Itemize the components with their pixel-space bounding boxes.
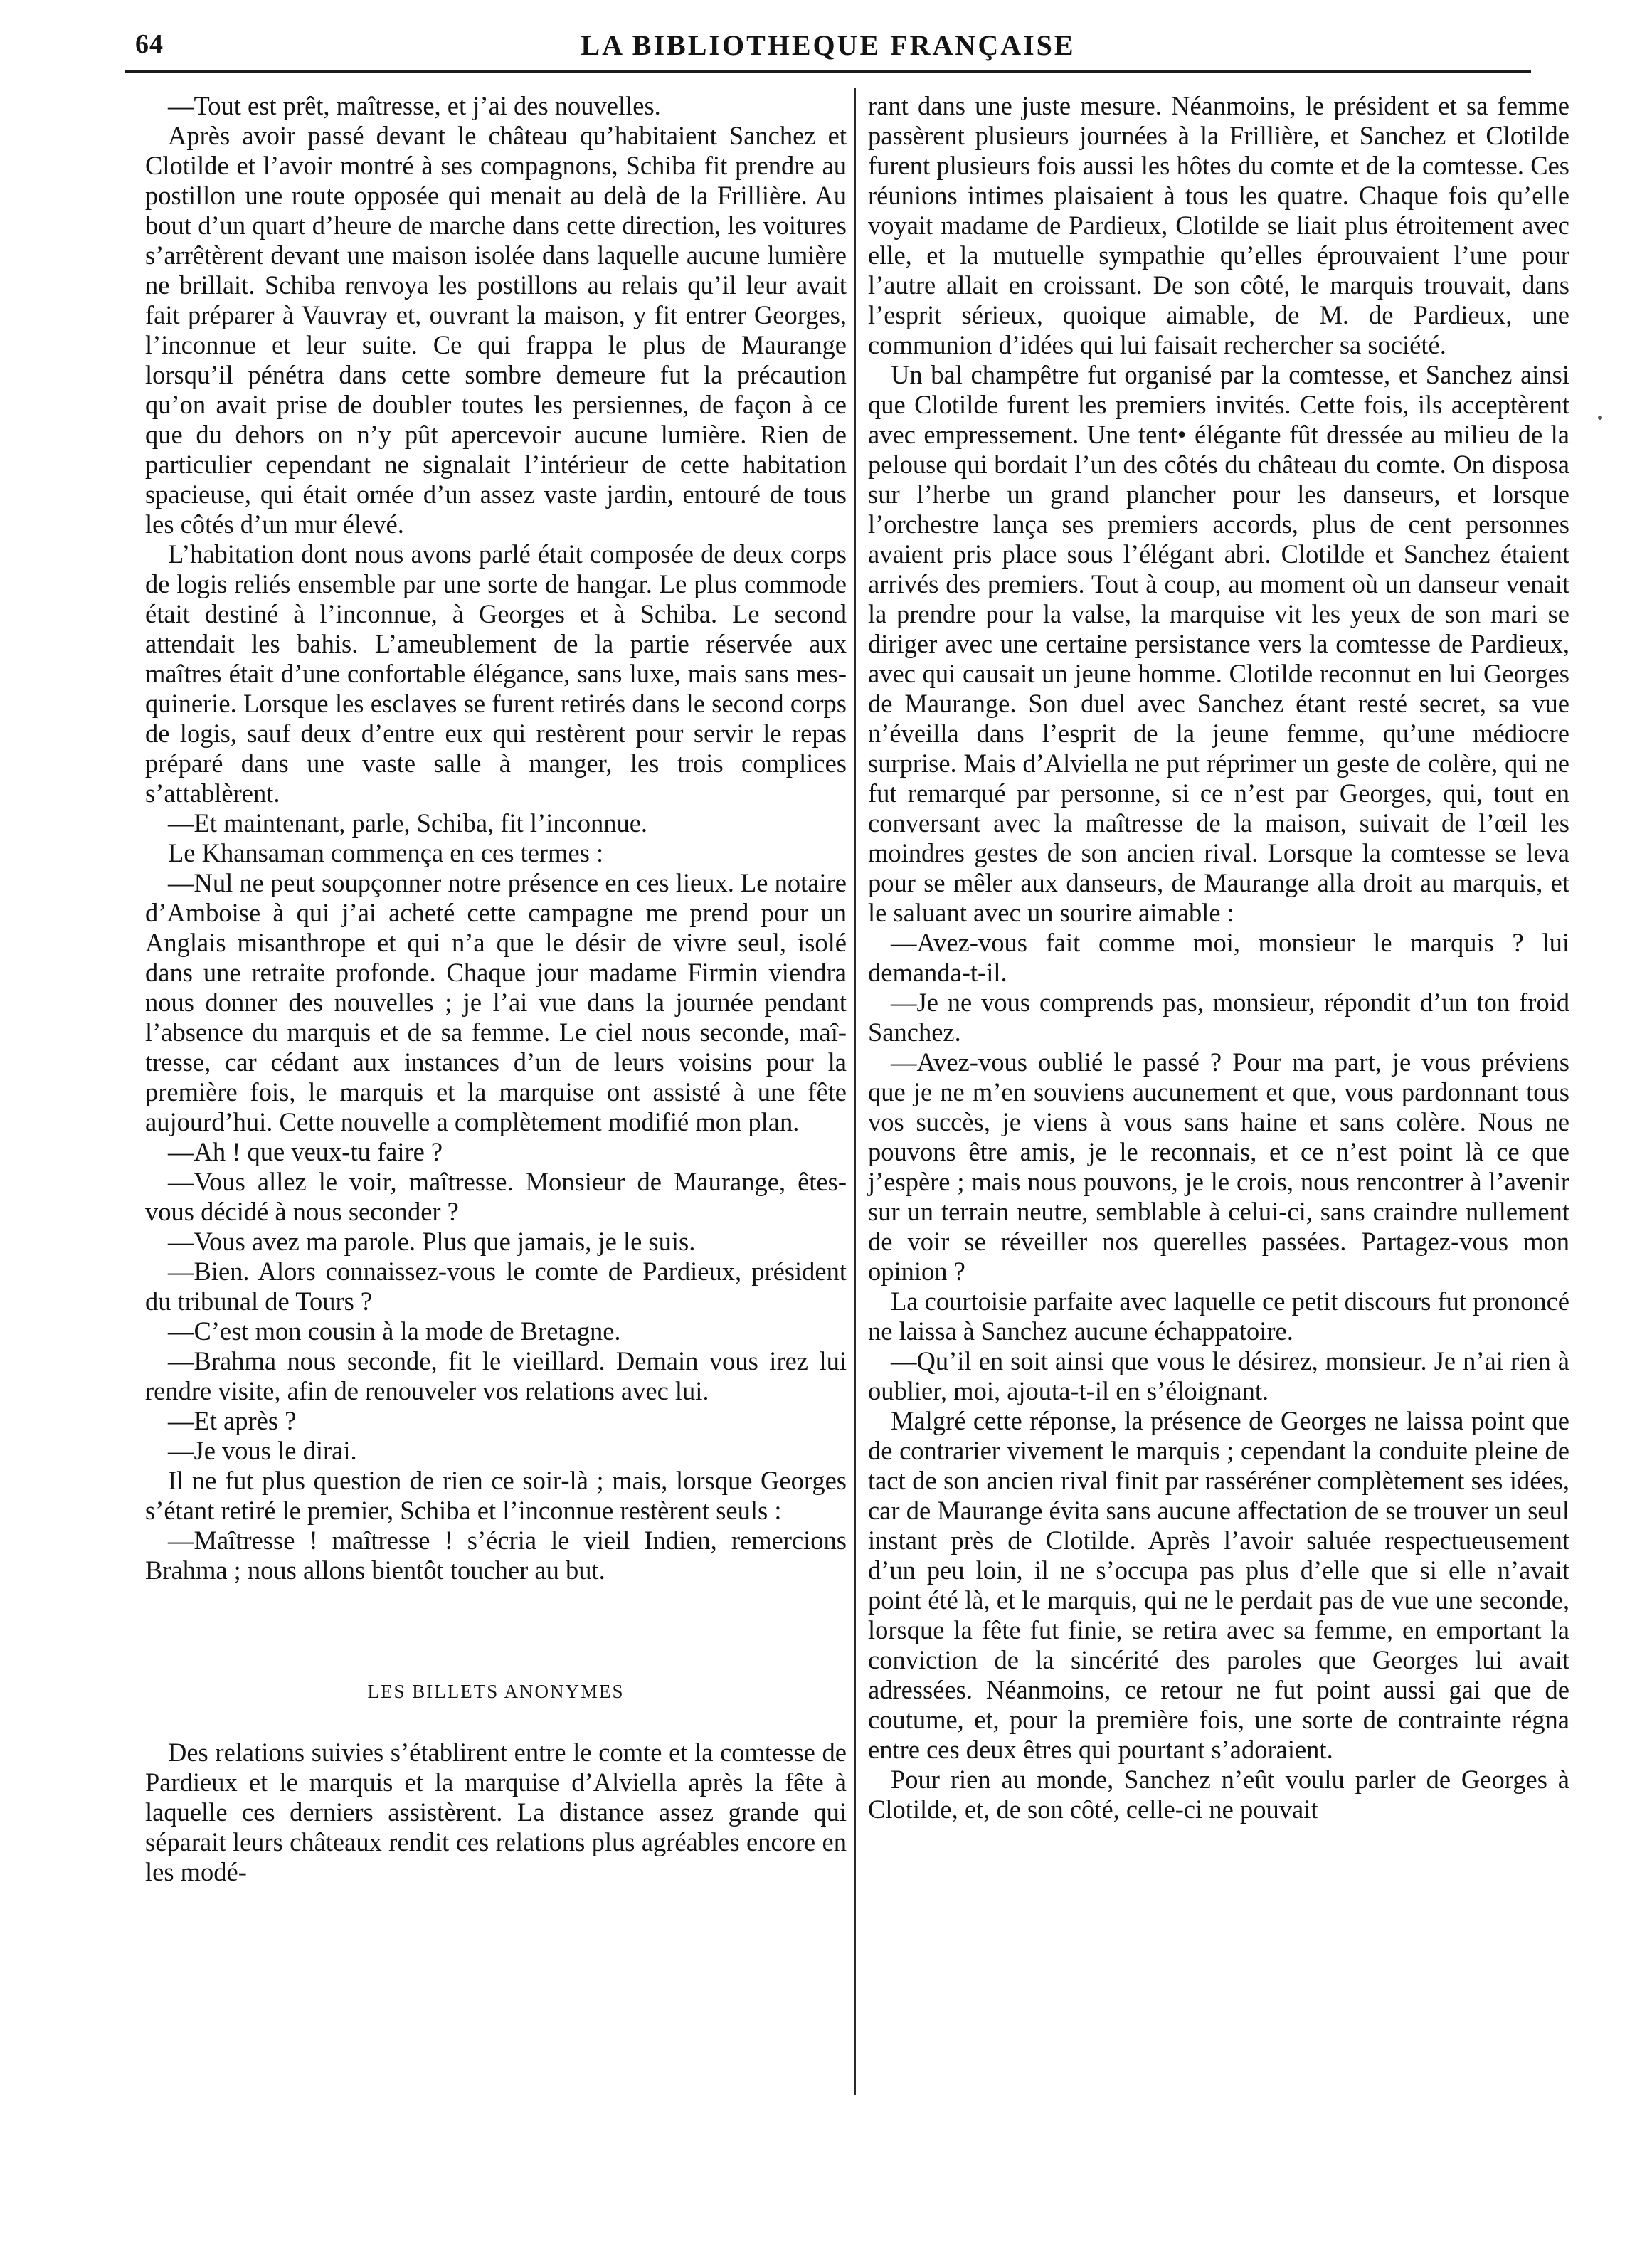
paragraph: —C’est mon cousin à la mode de Bretagne.: [168, 1316, 621, 1346]
paragraph: La courtoisie parfaite avec laquelle ce petit discours fut prononcé ne laissa à Sanchez aucune échappatoire.: [868, 1287, 1569, 1346]
paragraph: —Maîtresse ! maîtresse ! s’écria le vieil Indien, remercions Brahma ; nous allons bientôt toucher au but.: [145, 1526, 847, 1585]
paragraph: Malgré cette réponse, la présence de Georges ne laissa point que de contrarier vivement le marquis ; cependant la conduite pleine de tact de son ancien rival finit par rasséréner complètement ses idées, car de Maurange évita sans aucune affectation de se trouver un seul instant près de Clotilde. Après l’avoir saluée respectueusement d’un peu loin, il ne s’occupa pas plus d’elle que si elle n’avait point été là, et le marquis, qui ne le perdait pas de vue une seconde, lorsque la fête fut finie, se retira avec sa femme, en emportant la conviction de la sincérité des paroles que Georges lui avait adressées. Néanmoins, ce retour ne fut point aussi gai que de coutume, et, pour la première fois, une sorte de contrainte régna entre ces deux êtres qui pourtant s’adoraient.: [868, 1406, 1569, 1764]
paragraph: —Nul ne peut soupçonner notre présence en ces lieux. Le notaire d’Amboise à qui j’ai acheté cette campagne me prend pour un Anglais misanthrope et qui n’a que le désir de vivre seul, isolé dans une retraite profonde. Chaque jour madame Firmin viendra nous donner des nouvelles ; je l’ai vue dans la journée pendant l’absence du marquis et de sa femme. Le ciel nous seconde, maîtresse, car cédant aux instances d’un de leurs voisins pour la première fois, le marquis et la marquise ont assisté à une fête aujourd’hui. Cette nouvelle a complètement modifié mon plan.: [145, 868, 847, 1136]
paragraph: —Ah ! que veux-tu faire ?: [168, 1137, 443, 1166]
page-header: [125, 28, 1531, 74]
paragraph: —Je vous le dirai.: [168, 1436, 357, 1465]
paragraph: Un bal champêtre fut organisé par la comtesse, et Sanchez ainsi que Clotilde furent les premiers invités. Cette fois, ils acceptèrent avec empressement. Une tent• élégante fût dressée au milieu de la pelouse qui bordait l’un des côtés du château du comte. On disposa sur l’herbe un grand plancher pour les danseurs, et lorsque l’orchestre lança ses premiers accords, plus de cent personnes avaient pris place sous l’élégant abri. Clotilde et Sanchez étaient arrivés des premiers. Tout à coup, au moment où un danseur venait la prendre pour la valse, la marquise vit les yeux de son mari se diriger avec une certaine persistance vers la comtesse de Pardieux, avec qui causait un jeune homme. Clotilde reconnut en lui Georges de Maurange. Son duel avec Sanchez étant resté secret, sa vue n’éveilla dans l’esprit de la jeune femme, qu’une médiocre surprise. Mais d’Alviella ne put réprimer un geste de colère, qui ne fut remarqué par personne, si ce n’est par Georges, qui, tout en conversant avec la maîtresse de la maison, suivait de l’œil les moindres gestes de son ancien rival. Lorsque la comtesse se leva pour se mêler aux danseurs, de Maurange alla droit au marquis, et le saluant avec un sourire aimable :: [868, 360, 1569, 927]
paragraph: —Avez-vous fait comme moi, monsieur le marquis ? lui demanda-t-il.: [868, 928, 1569, 987]
left-column: [145, 91, 847, 1887]
paragraph: Il ne fut plus question de rien ce soir-là ; mais, lorsque Georges s’étant retiré le premier, Schiba et l’inconnue restèrent seuls :: [145, 1466, 847, 1525]
paragraph: —Bien. Alors connaissez-vous le comte de Pardieux, président du tribunal de Tours ?: [145, 1257, 847, 1316]
column-divider: [854, 88, 856, 2095]
section-heading: LES BILLETS ANONYMES: [367, 1681, 625, 1702]
continued-paragraph: rant dans une juste mesure. Néanmoins, le président et sa femme passèrent plusieurs journées à la Frillière, et Sanchez et Clotilde furent plusieurs fois aussi les hôtes du comte et de la comtesse. Ces réunions intimes plaisaient à tous les quatre. Chaque fois qu’elle voyait madame de Pardieux, Clotilde se liait plus étroitement avec elle, et la mutuelle sympathie qu’elles éprouvaient l’une pour l’autre allait en croissant. De son côté, le marquis trouvait, dans l’esprit sérieux, quoique aimable, de M. de Pardieux, une communion d’idées qui lui faisait rechercher sa société.: [868, 91, 1569, 359]
paragraph: —Tout est prêt, maîtresse, et j’ai des nouvelles.: [168, 91, 661, 120]
paragraph: —Vous allez le voir, maîtresse. Monsieur de Maurange, êtes-vous décidé à nous seconder ?: [145, 1167, 847, 1226]
right-column: [868, 91, 1569, 1824]
paragraph: —Et maintenant, parle, Schiba, fit l’inconnue.: [168, 808, 648, 838]
paragraph: —Avez-vous oublié le passé ? Pour ma part, je vous préviens que je ne m’en souviens aucunement et que, vous pardonnant tous vos succès, je viens à vous sans haine et sans colère. Nous ne pouvons être amis, je le reconnais, et ce n’est point là ce que j’espère ; mais nous pouvons, je le crois, nous rencontrer à l’avenir sur un terrain neutre, semblable à celui-ci, sans craindre nullement de voir se réveiller nos querelles passées. Partagez-vous mon opinion ?: [868, 1047, 1569, 1286]
paragraph: Pour rien au monde, Sanchez n’eût voulu parler de Georges à Clotilde, et, de son côté, celle-ci ne pouvait: [868, 1765, 1569, 1824]
paragraph: L’habitation dont nous avons parlé était composée de deux corps de logis reliés ensemble par une sorte de hangar. Le plus commode était destiné à l’inconnue, à Georges et à Schiba. Le second attendait les bahis. L’ameublement de la partie réservée aux maîtres était d’une confortable élégance, sans luxe, mais sans mesquinerie. Lorsque les esclaves se furent retirés dans le second corps de logis, sauf deux d’entre eux qui restèrent pour servir le repas préparé dans une vaste salle à manger, les trois complices s’attablèrent.: [145, 539, 847, 808]
paragraph: —Qu’il en soit ainsi que vous le désirez, monsieur. Je n’ai rien à oublier, moi, ajouta-t-il en s’éloignant.: [868, 1346, 1569, 1405]
paragraph: —Et après ?: [168, 1406, 297, 1435]
paragraph: —Brahma nous seconde, fit le vieillard. Demain vous irez lui rendre visite, afin de renouveler vos relations avec lui.: [145, 1346, 847, 1405]
ink-speck: [1598, 416, 1602, 420]
paragraph: —Je ne vous comprends pas, monsieur, répondit d’un ton froid Sanchez.: [868, 988, 1569, 1047]
paragraph: Des relations suivies s’établirent entre le comte et la comtesse de Pardieux et le marquis et la marquise d’Alviella après la fête à laquelle ces derniers assistèrent. La distance assez grande qui séparait leurs châteaux rendit ces relations plus agréables encore en les modé-: [145, 1738, 847, 1886]
paragraph: Après avoir passé devant le château qu’habitaient Sanchez et Clotilde et l’avoir montré à ses compagnons, Schiba fit prendre au postillon une route opposée qui menait au delà de la Frillière. Au bout d’un quart d’heure de marche dans cette direction, les voitures s’arrêtèrent devant une maison isolée dans laquelle aucune lumière ne brillait. Schiba renvoya les postillons au relais qu’il leur avait fait préparer à Vauvray et, ouvrant la maison, y fit entrer Georges, l’inconnue et leur suite. Ce qui frappa le plus de Maurange lorsqu’il pénétra dans cette sombre demeure fut la précaution qu’on avait prise de doubler toutes les persiennes, de façon à ce que du dehors on n’y pût apercevoir aucune lumière. Rien de particulier cependant ne signalait l’intérieur de cette habitation spacieuse, qui était ornée d’un assez vaste jardin, entouré de tous les côtés d’un mur élevé.: [145, 121, 847, 539]
paragraph: —Vous avez ma parole. Plus que jamais, je le suis.: [168, 1227, 696, 1256]
paragraph: Le Khansaman commença en ces termes :: [168, 838, 604, 867]
page-number: 64: [135, 29, 164, 59]
header-rule: [125, 70, 1531, 73]
journal-title: LA BIBLIOTHEQUE FRANÇAISE: [581, 29, 1076, 61]
